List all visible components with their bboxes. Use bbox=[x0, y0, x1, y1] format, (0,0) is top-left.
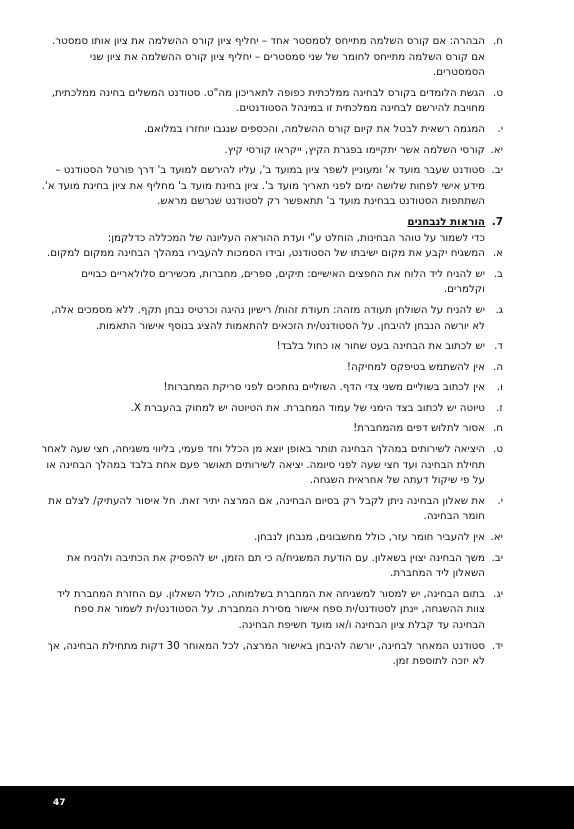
list-item bbox=[40, 339, 503, 355]
item-text: משך הבחינה יצוין בשאלון. עם הודעת המשגיח/ה כי תם הזמן, יש להפסיק את הכתיבה ולהניח את השאלון ליד המחברת. bbox=[66, 551, 485, 580]
item-marker: יב. bbox=[491, 551, 503, 564]
item-marker: ט. bbox=[493, 86, 503, 99]
list-exam-instructions bbox=[40, 246, 503, 670]
item-text: סטודנט המאחר לבחינה, יורשה להיבחן באישור המרצה, לכל המאוחר 30 דקות מתחילת הבחינה, אך לא יזכה לתוספת זמן. bbox=[47, 639, 485, 668]
item-text: אין לכתוב בשוליים משני צדי הדף. השוליים נחתכים לפני סריקת המחברות! bbox=[163, 381, 485, 394]
item-text: טיוטה יש לכתוב בצד הימני של עמוד המחברת. את הטיוטה יש למחוק בהעברת X. bbox=[130, 401, 485, 414]
item-marker: יג. bbox=[493, 587, 503, 600]
list-item bbox=[40, 401, 503, 417]
item-text: המשגיח יקבע את מקום ישיבתו של הסטודנט, ובידו הסמכות להעבירו במהלך הבחינה ממקום למקום. bbox=[46, 247, 485, 260]
item-text: סטודנט שעבר מועד א' ומעוניין לשפר ציון במועד ב', עליו להירשם למועד ב' דרך פורטל הסטודנט – מידע אישי לפחות שלושה ימים לפני תאריך מועד ב'. ציון בחינת מועד ב' מחליף את ציון בחינת מועד א'. השתתפות הסטודנט בבחינת מועד ב' תתאפשר רק לסטודנט שנרשם מראש. bbox=[41, 164, 485, 208]
list-item bbox=[40, 163, 503, 210]
item-text: אסור לתלוש דפים מהמחברת! bbox=[353, 422, 485, 435]
item-marker: ב. bbox=[493, 267, 503, 280]
section-title: הוראות לנבחנים bbox=[407, 215, 485, 228]
list-item bbox=[40, 34, 503, 81]
section-intro: כדי לשמור על טוהר הבחינות, הוחלט ע"י ועדת ההוראה העליונה של המכללה כדלקמן: bbox=[107, 231, 485, 244]
list-item bbox=[40, 267, 503, 298]
item-text: קורסי השלמה אשר יתקיימו בפגרת הקיץ, ייקראו קורסי קיץ. bbox=[224, 143, 485, 156]
list-previous-section bbox=[40, 34, 503, 210]
item-marker: ו. bbox=[496, 381, 503, 394]
item-text: אין להשתמש בטיפקס למחיקה! bbox=[346, 360, 485, 373]
item-marker: ט. bbox=[493, 443, 503, 456]
item-marker: י. bbox=[497, 122, 503, 135]
list-item bbox=[40, 303, 503, 334]
list-item bbox=[40, 551, 503, 582]
item-marker: יא. bbox=[490, 531, 503, 544]
list-item bbox=[40, 246, 503, 262]
list-item bbox=[40, 530, 503, 546]
page-footer bbox=[0, 786, 574, 829]
item-text: הגשת הלומדים בקורס לבחינה ממלכתית כפופה לתאריכון מה"ט. סטודנט המשלים בחינה ממלכתית, מחויבת להירשם לבחינה ממלכתית זו במינהל הסטודנטים. bbox=[51, 86, 485, 115]
list-item bbox=[40, 587, 503, 634]
item-text: יש להניח על השולחן תעודה מזהה: תעודת זהות/ רישיון נהיגה וכרטיס נבחן תקף. ללא מסמכים אלה, לא יורשה הנבחן להיבחן. על הסטודנט/ית הזכאים להתאמות להציג בנוסף אישור התאמות. bbox=[51, 303, 485, 332]
section-heading bbox=[40, 215, 503, 231]
list-item bbox=[40, 143, 503, 159]
item-marker: ה. bbox=[492, 360, 503, 373]
list-item bbox=[40, 86, 503, 117]
item-marker: יד. bbox=[491, 639, 503, 652]
page-content bbox=[40, 34, 503, 675]
item-text: היציאה לשירותים במהלך הבחינה תותר באופן יוצא מן הכלל וחד פעמי, בליווי משגיחה, חצי שעה לאחר תחילת הבחינה ועד חצי שעה לפני סיומה. יציאה לשירותים תאושר פעם אחת בלבד במהלך הבחינה או על פי שיקול דעתה של אחראית השגחה. bbox=[41, 443, 485, 487]
item-marker: ג. bbox=[495, 303, 503, 316]
item-text: בתום הבחינה, יש למסור למשגיחה את המחברת בשלמותה, כולל השאלון. עם החזרת המחברת ליד צוות ההשגחה, יינתן לסטודנט/ית ספח אישור מסירת המחברת. על הסטודנט/ית לשמור את ספח הבחינה עד קבלת ציון הבחינה ו/או מועד חשיפת הבחינה. bbox=[56, 587, 485, 631]
item-text: יש לכתוב את הבחינה בעט שחור או כחול בלבד! bbox=[276, 340, 485, 353]
item-marker: א. bbox=[492, 247, 503, 260]
section-number: 7. bbox=[491, 215, 503, 228]
item-marker: ז. bbox=[496, 401, 503, 414]
item-marker: י. bbox=[497, 494, 503, 507]
page-number: 47 bbox=[53, 798, 66, 808]
item-marker: ח. bbox=[492, 35, 503, 47]
item-text: את שאלון הבחינה ניתן לקבל רק בסיום הבחינה, אם המרצה יתיר זאת. חל איסור להעתיק/ לצלם את חומר הבחינה. bbox=[48, 494, 485, 523]
item-marker: ח. bbox=[492, 422, 503, 435]
item-marker: יב. bbox=[491, 164, 503, 177]
item-text: המגמה רשאית לבטל את קיום קורס ההשלמה, והכספים שנגבו יוחזרו במלואם. bbox=[143, 122, 485, 135]
list-item bbox=[40, 442, 503, 489]
item-text: אין להעביר חומר עזר, כולל מחשבונים, מנבחן לנבחן. bbox=[253, 531, 485, 544]
list-item bbox=[40, 380, 503, 396]
item-text: הבהרה: אם קורס השלמה מתייחס לסמסטר אחד – יחליף ציון קורס ההשלמה את ציון אותו סמסטר. אם קורס השלמה מתייחס לחומר של שני סמסטרים – יחליף ציון קורס ההשלמה את ציון שני הסמסטרים. bbox=[51, 35, 485, 79]
item-text: יש להניח ליד הלוח את החפצים האישיים: תיקים, ספרים, מחברות, מכשירים סלולאריים כבויים וקלמרים. bbox=[81, 267, 485, 296]
list-item bbox=[40, 494, 503, 525]
list-item bbox=[40, 122, 503, 138]
item-marker: ד. bbox=[494, 340, 503, 353]
list-item bbox=[40, 360, 503, 376]
list-item bbox=[40, 421, 503, 437]
item-marker: יא. bbox=[490, 143, 503, 156]
list-item bbox=[40, 639, 503, 670]
